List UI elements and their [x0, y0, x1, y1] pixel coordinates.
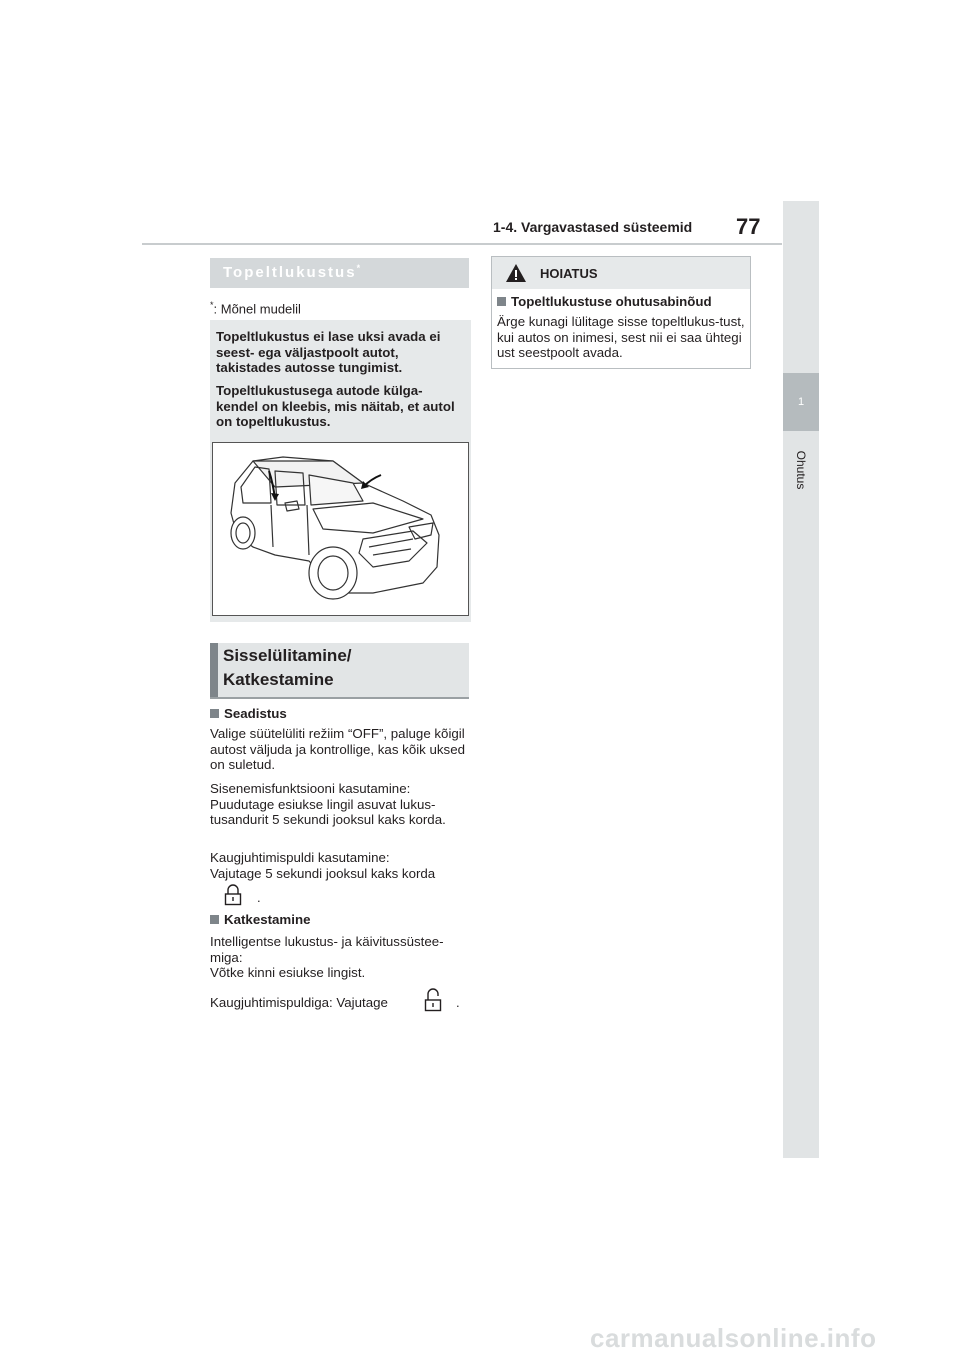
- setting-paragraph-3: Kaugjuhtimispuldi kasutamine: Vajutage 5 sekundi jooksul kaks korda: [210, 850, 436, 881]
- info-paragraph-2: Topeltlukustusega autode külga-kendel on kleebis, mis näitab, et autol on topeltlukustus.: [216, 383, 455, 429]
- lock-icon: [224, 884, 242, 906]
- warning-triangle-icon: [505, 263, 527, 283]
- section-title-bar: [210, 258, 469, 288]
- period-after-lock: .: [257, 890, 261, 905]
- section-label: 1-4. Vargavastased süsteemid: [493, 219, 693, 235]
- setting-paragraph-1: Valige süütelüliti režiim “OFF”, paluge kõigil autost väljuda ja kontrollige, kas kõik uksed on suletud.: [210, 726, 465, 772]
- warning-title: HOIATUS: [540, 266, 598, 281]
- square-bullet-icon: [210, 915, 219, 924]
- cancel-paragraph-1: Intelligentse lukustus- ja käivitussüstee-miga: Võtke kinni esiukse lingist.: [210, 934, 444, 980]
- suv-drawing: [213, 443, 468, 615]
- chapter-title: Ohutus: [794, 450, 808, 490]
- setting-heading: Seadistus: [210, 706, 470, 722]
- heading-accent-bar: [210, 643, 218, 697]
- page-number: 77: [736, 214, 761, 239]
- model-footnote: *: Mõnel mudelil: [210, 300, 301, 317]
- subsection-heading: Sisselülitamine/ Katkestamine: [210, 643, 469, 699]
- period-after-unlock: .: [456, 995, 460, 1010]
- section-title: Topeltlukustus*: [223, 263, 363, 281]
- watermark: carmanualsonline.info: [590, 1323, 877, 1353]
- setting-paragraph-2: Sisenemisfunktsiooni kasutamine: Puudutage esiukse lingil asuvat lukus-tusandurit 5 sekundi jooksul kaks korda.: [210, 781, 446, 827]
- suv-illustration: [212, 442, 469, 616]
- cancel-paragraph-2: Kaugjuhtimispuldiga: Vajutage: [210, 995, 388, 1010]
- chapter-sidetab: [783, 201, 819, 1158]
- unlock-icon: [424, 988, 442, 1012]
- square-bullet-icon: [210, 709, 219, 718]
- warning-text: Ärge kunagi lülitage sisse topeltlukus-tust, kui autos on inimesi, sest nii ei saa ühtegi ust seestpoolt avada.: [497, 314, 745, 360]
- chapter-number: 1: [783, 373, 819, 431]
- square-bullet-icon: [497, 297, 506, 306]
- warning-box: [491, 256, 751, 369]
- header-rule: [142, 243, 782, 245]
- warning-header: [492, 257, 750, 289]
- warning-subheading: Topeltlukustuse ohutusabinõud: [497, 294, 712, 309]
- cancel-heading: Katkestamine: [210, 912, 470, 928]
- info-paragraph-1: Topeltlukustus ei lase uksi avada ei seest- ega väljastpoolt autot, takistades autosse tungimist.: [216, 329, 441, 375]
